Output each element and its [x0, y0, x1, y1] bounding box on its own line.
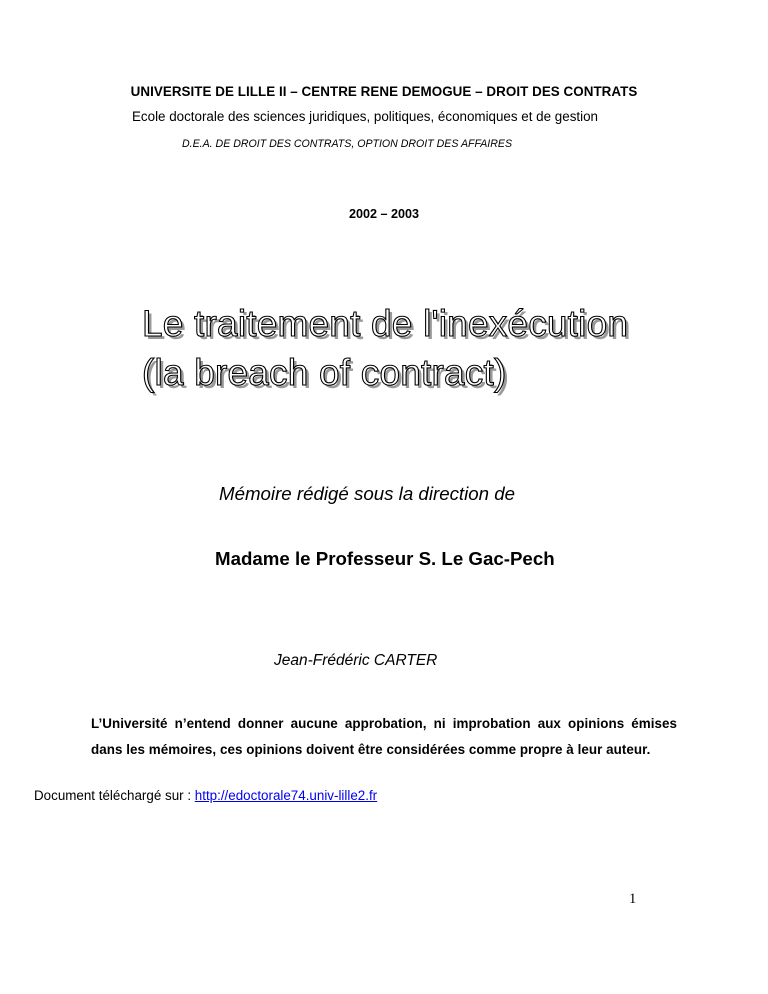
university-header: UNIVERSITE DE LILLE II – CENTRE RENE DEMOGUE – DROIT DES CONTRATS: [130, 84, 638, 99]
download-notice: [34, 788, 377, 803]
title-line-2: (la breach of contract): [142, 352, 507, 393]
disclaimer-paragraph: L’Université n’entend donner aucune approbation, ni improbation aux opinions émises dans les mémoires, ces opinions doivent être considérées comme propre à leur auteur.: [91, 716, 677, 757]
download-link[interactable]: http://edoctorale74.univ-lille2.fr: [194, 788, 378, 803]
supervision-intro: Mémoire rédigé sous la direction de: [219, 483, 516, 504]
academic-year: 2002 – 2003: [348, 207, 420, 221]
title-line-1: Le traitement de l'inexécution: [142, 303, 629, 344]
page-number: 1: [629, 891, 637, 907]
author-name: Jean-Frédéric CARTER: [274, 652, 438, 669]
download-label: Document téléchargé sur :: [34, 788, 195, 803]
doctoral-school: Ecole doctorale des sciences juridiques, politiques, économiques et de gestion: [132, 109, 598, 124]
program-name: D.E.A. DE DROIT DES CONTRATS, OPTION DROIT DES AFFAIRES: [182, 138, 513, 150]
supervisor-name: Madame le Professeur S. Le Gac-Pech: [215, 548, 555, 569]
